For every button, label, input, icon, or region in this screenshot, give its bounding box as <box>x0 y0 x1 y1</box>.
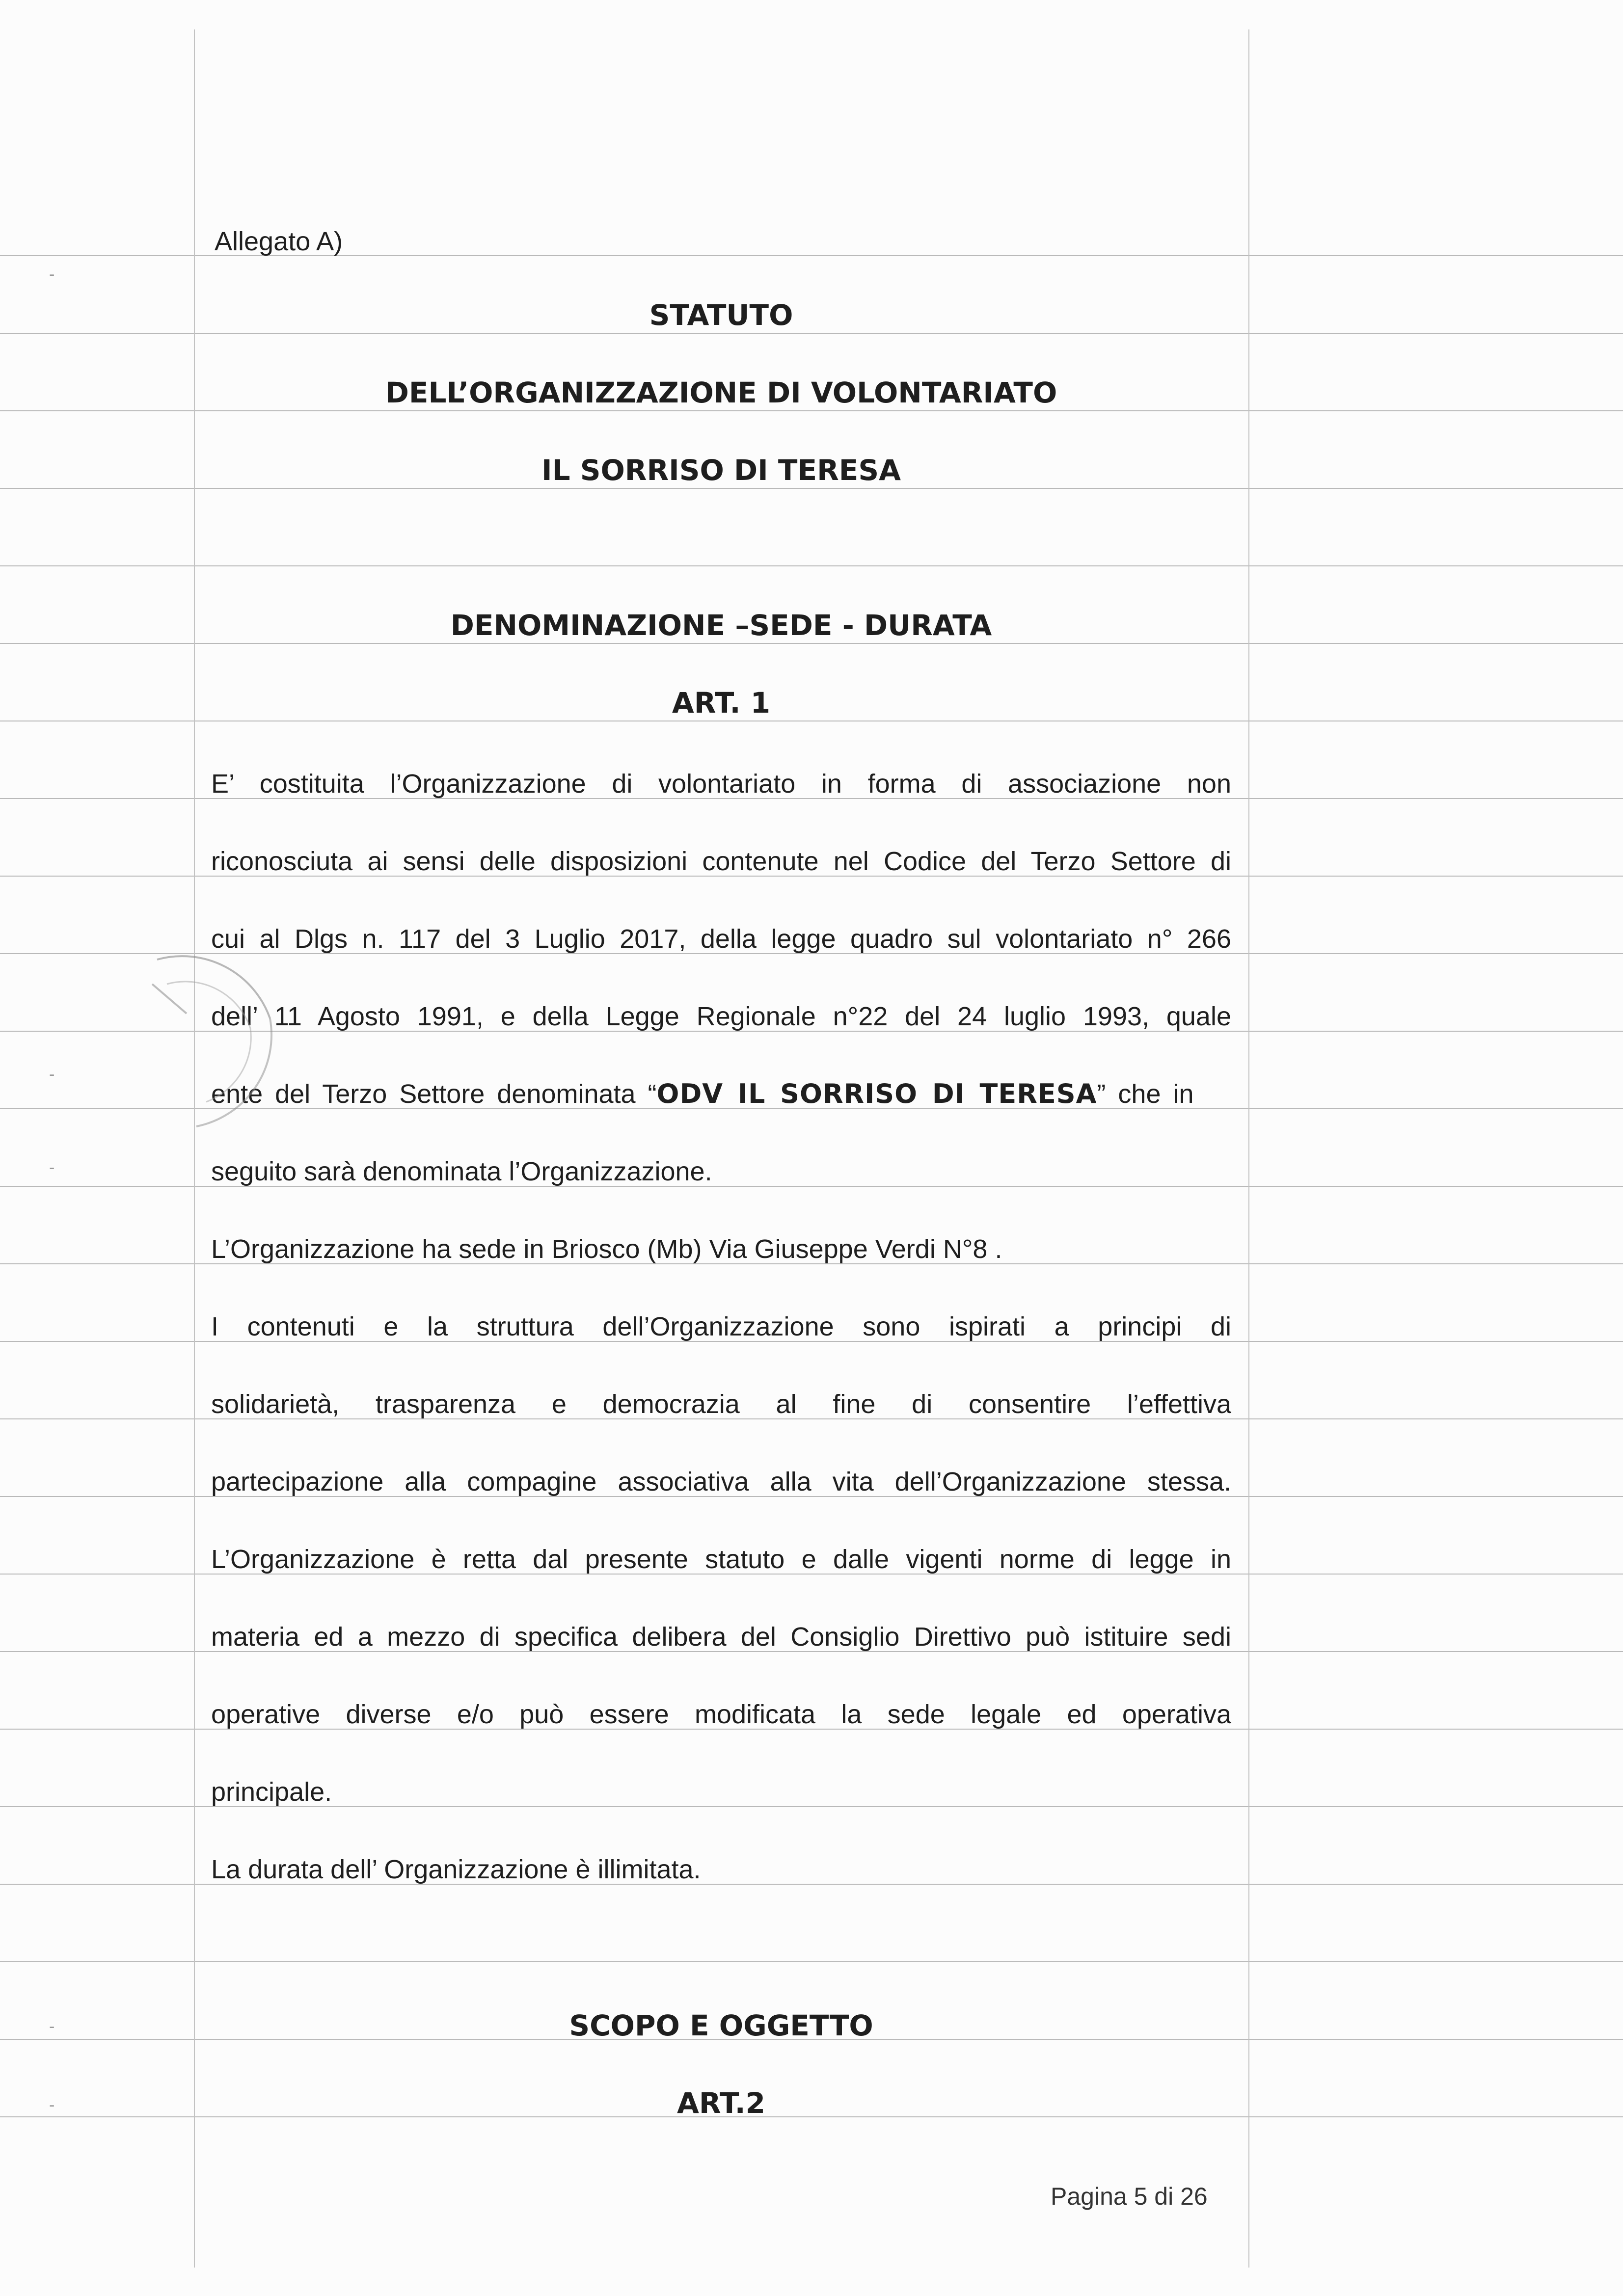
margin-mark: - <box>49 1158 55 1177</box>
paragraph-line: solidarietà, trasparenza e democrazia al fine di consentire l’effettiva <box>211 1389 1231 1419</box>
ruled-line <box>0 410 1623 411</box>
paragraph-line: dell’ 11 Agosto 1991, e della Legge Regionale n°22 del 24 luglio 1993, quale <box>211 1002 1231 1031</box>
paragraph-line: E’ costituita l’Organizzazione di volontariato in forma di associazione non <box>211 769 1231 799</box>
ruled-line <box>0 488 1623 489</box>
duration-line: La durata dell’ Organizzazione è illimitata. <box>211 1855 701 1884</box>
paragraph-line: operative diverse e/o può essere modificata la sede legale ed operativa <box>211 1700 1231 1729</box>
margin-mark: - <box>49 265 55 284</box>
paragraph-line: partecipazione alla compagine associativa alla vita dell’Organizzazione stessa. <box>211 1467 1231 1496</box>
line-text: ente del Terzo Settore denominata “ <box>211 1079 657 1109</box>
ruled-line <box>0 1961 1623 1962</box>
page-number: Pagina 5 di 26 <box>1051 2183 1208 2210</box>
article-number: ART. 1 <box>672 686 771 720</box>
ruled-line <box>0 643 1623 644</box>
title-statuto: STATUTO <box>649 298 793 332</box>
paragraph-line: seguito sarà denominata l’Organizzazione. <box>211 1157 712 1186</box>
paragraph-line: principale. <box>211 1777 332 1807</box>
paragraph-line: I contenuti e la struttura dell’Organizzazione sono ispirati a principi di <box>211 1312 1231 1341</box>
margin-mark: - <box>49 1065 55 1084</box>
article-number: ART.2 <box>676 2086 766 2120</box>
margin-mark: - <box>49 2017 55 2036</box>
paragraph-line: riconosciuta ai sensi delle disposizioni contenute nel Codice del Terzo Settore di <box>211 847 1231 876</box>
margin-mark: - <box>49 2096 55 2114</box>
title-organization-type: DELL’ORGANIZZAZIONE DI VOLONTARIATO <box>385 376 1057 409</box>
left-margin-line <box>194 29 195 2268</box>
paragraph-line: cui al Dlgs n. 117 del 3 Luglio 2017, della legge quadro sul volontariato n° 266 <box>211 924 1231 954</box>
ruled-line <box>0 333 1623 334</box>
annex-label: Allegato A) <box>215 227 343 256</box>
organization-name-bold: ODV IL SORRISO DI TERESA <box>656 1078 1097 1109</box>
section-heading: SCOPO E OGGETTO <box>569 2009 873 2042</box>
title-organization-name: IL SORRISO DI TERESA <box>541 454 901 487</box>
ruled-line <box>0 565 1623 566</box>
right-margin-line <box>1248 29 1249 2268</box>
address-line: L’Organizzazione ha sede in Briosco (Mb) Via Giuseppe Verdi N°8 . <box>211 1234 1002 1264</box>
paragraph-line: materia ed a mezzo di specifica delibera del Consiglio Direttivo può istituire sedi <box>211 1622 1231 1652</box>
paragraph-line: L’Organizzazione è retta dal presente statuto e dalle vigenti norme di legge in <box>211 1545 1231 1574</box>
section-heading: DENOMINAZIONE –SEDE - DURATA <box>450 609 992 642</box>
paragraph-line <box>211 1079 1231 1109</box>
line-text: ” che in <box>1097 1079 1194 1109</box>
